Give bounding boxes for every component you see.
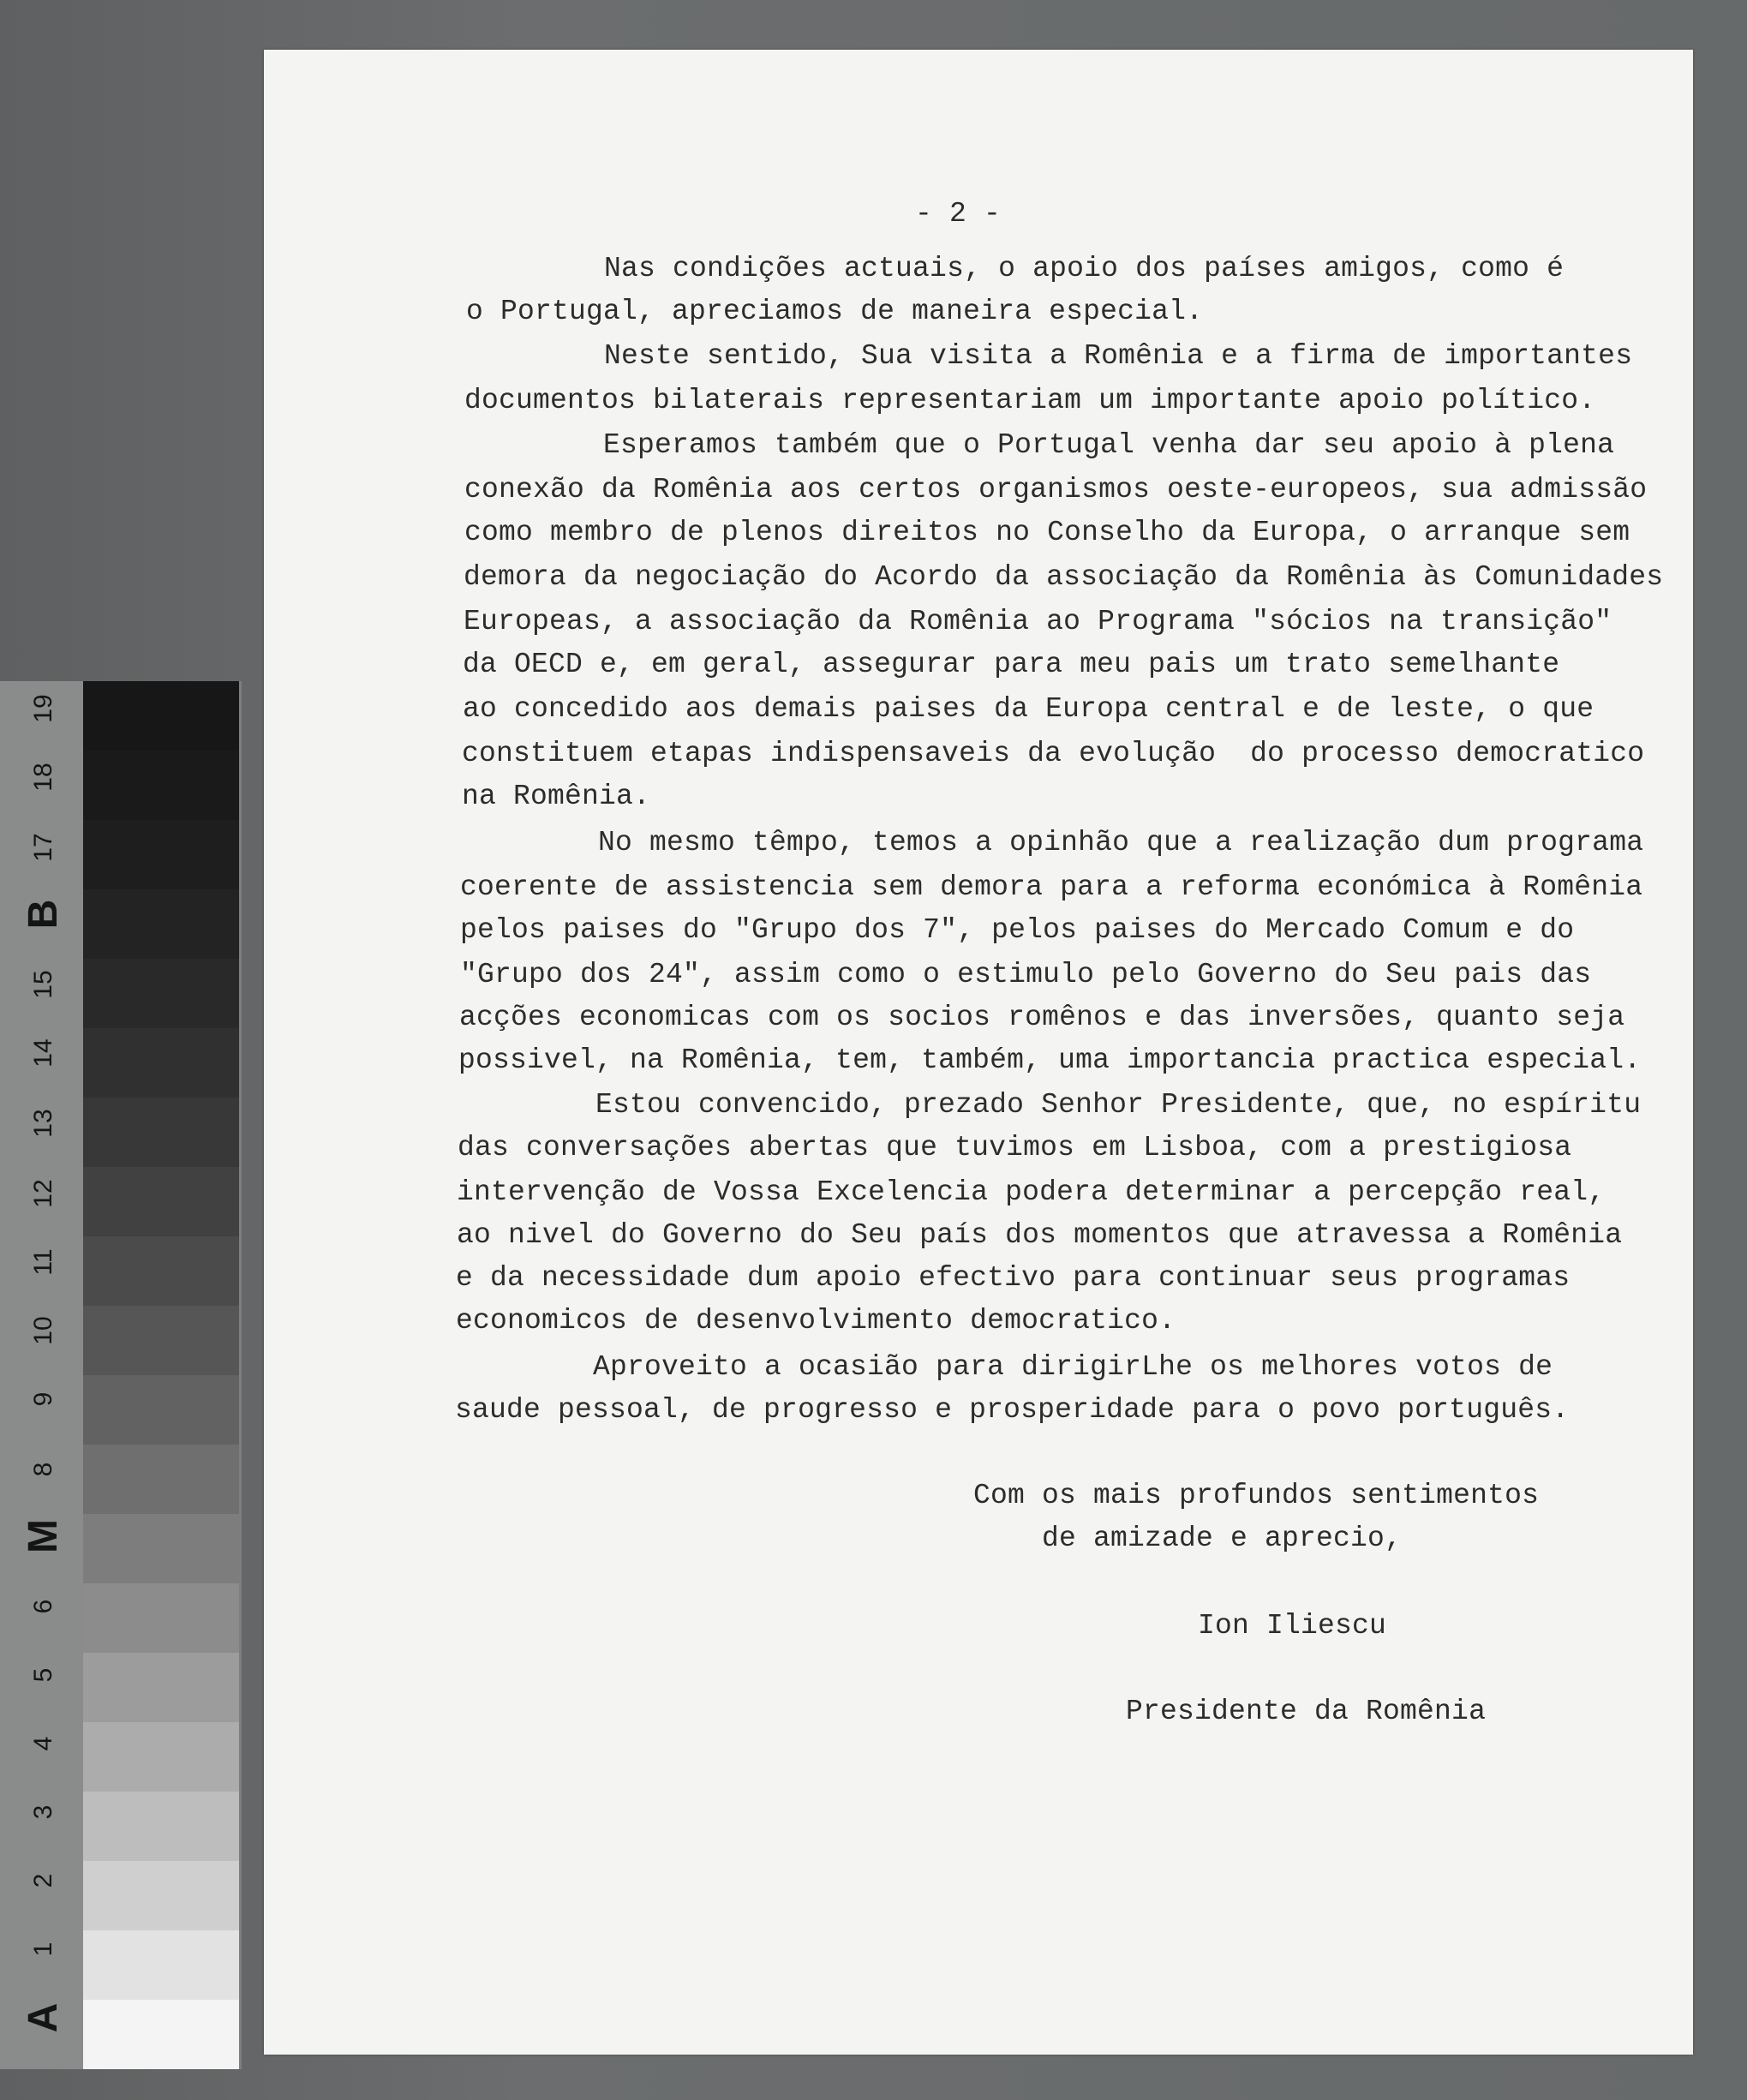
body-line: documentos bilaterais representariam um importante apoio político.: [464, 385, 1596, 416]
scale-label: 14: [29, 1038, 57, 1068]
body-line: constituem etapas indispensaveis da evolução do processo democratico: [462, 738, 1645, 769]
body-line: Europeas, a associação da Romênia ao Programa "sócios na transição": [464, 606, 1612, 637]
letter-text: [264, 50, 1693, 2055]
scale-label-m: M: [21, 1519, 66, 1553]
grayscale-target-labels: [0, 681, 83, 2069]
gray-patch: [83, 1861, 239, 1930]
body-line: ao concedido aos demais paises da Europa central e de leste, o que: [463, 693, 1594, 725]
body-line: "Grupo dos 24", assim como o estimulo pelo Governo do Seu pais das: [460, 959, 1592, 990]
scale-label: 3: [29, 1804, 57, 1820]
scale-label: 4: [29, 1736, 57, 1751]
page-number: - 2 -: [915, 198, 1002, 230]
scale-label: 19: [29, 694, 57, 723]
body-line: possivel, na Romênia, tem, também, uma importancia practica especial.: [458, 1044, 1642, 1076]
scale-label: 1: [29, 1941, 57, 1957]
gray-patch: [83, 1167, 239, 1236]
letter-page: [264, 50, 1693, 2055]
body-line: Nas condições actuais, o apoio dos países amigos, como é: [604, 253, 1565, 284]
scale-label: 2: [29, 1873, 57, 1888]
signature-name: Ion Iliescu: [1198, 1610, 1387, 1642]
body-line: como membro de plenos direitos no Conselho da Europa, o arranque sem: [464, 517, 1630, 548]
gray-patch: [83, 681, 239, 751]
gray-patch: [83, 751, 239, 820]
body-line: na Romênia.: [462, 781, 651, 812]
closing-line-1: Com os mais profundos sentimentos: [973, 1480, 1540, 1511]
gray-patch: [83, 1375, 239, 1445]
body-line: economicos de desenvolvimento democratico.: [456, 1305, 1176, 1337]
scale-label: 9: [29, 1391, 57, 1407]
signature-title: Presidente da Romênia: [1126, 1696, 1487, 1727]
gray-patch: [83, 820, 239, 889]
gray-patch: [83, 1306, 239, 1375]
gray-patch: [83, 1236, 239, 1306]
gray-patch: [83, 2000, 239, 2069]
scale-label: 11: [29, 1248, 57, 1276]
gray-patch: [83, 1930, 239, 2000]
scale-label: 5: [29, 1667, 57, 1683]
scale-label: 8: [29, 1462, 57, 1477]
scale-label-a: A: [21, 2002, 66, 2033]
scale-label: 6: [29, 1599, 57, 1614]
body-line: No mesmo têmpo, temos a opinhão que a realização dum programa: [598, 827, 1644, 859]
scale-label: 10: [29, 1316, 57, 1345]
scale-label: 12: [29, 1179, 57, 1208]
scale-label: 18: [29, 763, 57, 792]
gray-patch: [83, 1653, 239, 1722]
gray-patch: [83, 1098, 239, 1167]
scale-label: 17: [29, 833, 57, 862]
gray-patch: [83, 1514, 239, 1583]
body-line: e da necessidade dum apoio efectivo para continuar seus programas: [456, 1262, 1571, 1294]
body-line: o Portugal, apreciamos de maneira especial.: [466, 296, 1204, 327]
grayscale-patches: [83, 681, 239, 2069]
grayscale-target: [0, 681, 242, 2069]
body-line: Neste sentido, Sua visita a Romênia e a firma de importantes: [604, 340, 1633, 372]
body-line: pelos paises do "Grupo dos 7", pelos paises do Mercado Comum e do: [460, 914, 1575, 946]
scale-label: 13: [29, 1109, 57, 1138]
body-line: ao nivel do Governo do Seu país dos momentos que atravessa a Romênia: [457, 1219, 1623, 1251]
scale-label: 15: [29, 970, 57, 999]
body-line: Aproveito a ocasião para dirigirLhe os melhores votos de: [593, 1351, 1553, 1383]
body-line: coerente de assistencia sem demora para a reforma económica à Romênia: [460, 871, 1643, 903]
gray-patch: [83, 1583, 239, 1653]
body-line: intervenção de Vossa Excelencia podera determinar a percepção real,: [457, 1176, 1606, 1208]
body-line: da OECD e, em geral, assegurar para meu pais um trato semelhante: [463, 649, 1560, 680]
body-line: Esperamos também que o Portugal venha dar seu apoio à plena: [603, 429, 1615, 461]
body-line: Estou convencido, prezado Senhor Presidente, que, no espíritu: [595, 1089, 1642, 1121]
gray-patch: [83, 1445, 239, 1514]
gray-patch: [83, 1792, 239, 1861]
body-line: acções economicas com os socios romênos e das inversões, quanto seja: [459, 1002, 1625, 1033]
gray-patch: [83, 1028, 239, 1098]
gray-patch: [83, 959, 239, 1028]
gray-patch: [83, 1722, 239, 1792]
gray-patch: [83, 889, 239, 959]
body-line: saude pessoal, de progresso e prosperidade para o povo português.: [455, 1394, 1570, 1426]
scale-label-b: B: [21, 899, 66, 930]
body-line: das conversações abertas que tuvimos em Lisboa, com a prestigiosa: [458, 1132, 1572, 1164]
body-line: conexão da Romênia aos certos organismos oeste-europeos, sua admissão: [464, 474, 1648, 506]
body-line: demora da negociação do Acordo da associação da Romênia às Comunidades: [464, 561, 1664, 593]
closing-line-2: de amizade e aprecio,: [1042, 1523, 1403, 1554]
